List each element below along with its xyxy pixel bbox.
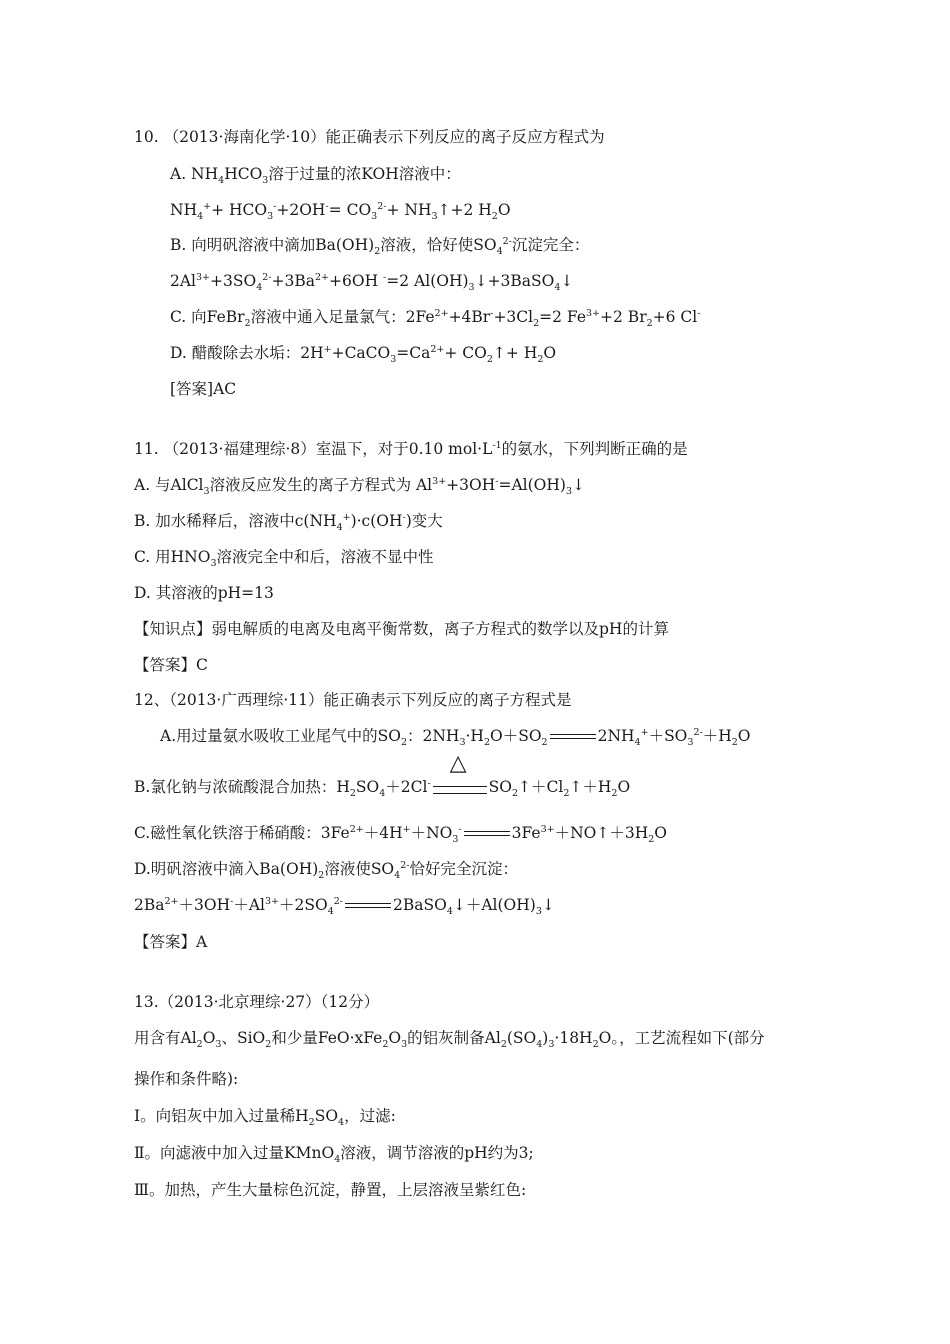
question-13-step-1: Ⅰ。向铝灰中加入过量稀$H_2SO_4$，过滤: xyxy=(134,1107,396,1129)
question-13-step-2: Ⅱ。向滤液中加入过量KMnO$_4$溶液，调节溶液的pH约为3; xyxy=(134,1144,534,1166)
question-11-option-d: D. 其溶液的pH=13 xyxy=(134,584,274,602)
question-11-answer: 【答案】C xyxy=(134,656,208,674)
question-10-answer: [答案]AC xyxy=(170,380,237,398)
question-13-intro-cont: 操作和条件略): xyxy=(134,1070,239,1088)
question-10-option-d: D. 醋酸除去水垢：$2H^++CaCO_3=Ca^{2+}+$ $CO_2↑+ H_2O$ xyxy=(170,343,557,366)
question-11-title: 11. （2013·福建理综·8）室温下，对于0.10 $mol\cdot L^{-1}$的氨水，下列判断正确的是 xyxy=(134,439,688,458)
question-11-option-c: C. 用$HNO_3$溶液完全中和后，溶液不显中性 xyxy=(134,548,434,570)
question-13-title: 13.（2013·北京理综·27）（12分） xyxy=(134,993,380,1011)
question-12-option-b: B.氯化钠与浓硫酸混合加热：$H_2SO_4+2Cl^-$ △ $SO_2↑+Cl_2↑+H_2O$ xyxy=(134,751,631,800)
question-12-option-a: A.用过量氨水吸收工业尾气中的$SO_2$：$2NH_3\cdot H_2O+SO_2$ $2NH_4^++SO_3^{2-}+H_2O$ xyxy=(160,726,751,749)
question-11-option-a: A. 与AlCl$_3$溶液反应发生的离子方程式为 $Al^{3+}+3OH^-=Al(OH)_3↓$ xyxy=(134,475,585,498)
question-12-answer: 【答案】A xyxy=(134,933,208,951)
question-10-option-a-equation: $NH_4^++ HCO_3^-+2OH^-= CO_3^{2-}+$ $NH_3↑+2$ $H_2O$ xyxy=(170,200,511,223)
question-12-option-c: C.磁性氧化铁溶于稀硝酸：$3Fe^{2+}+4H^++NO_3^-$ $3Fe^{3+}+NO↑+3H_2O$ xyxy=(134,823,667,846)
question-10-option-b-equation: $2Al^{3+}+3SO_4^{2-}+3Ba^{2+}+6OH$ -=2 $Al(OH)_3↓+3BaSO_4↓$ xyxy=(170,271,574,294)
question-10-option-a: A. $NH_4HCO_3$溶于过量的浓KOH溶液中： xyxy=(170,165,461,187)
question-10-option-c: C. 向FeBr$_2$溶液中通入足量氯气：$2Fe^{2+}+4Br^-+3Cl_2=2$ $Fe^{3+}+2$ $Br_2+6$ Cl- xyxy=(170,307,701,330)
question-12-option-d-equation: $2Ba^{2+}+3OH^-+Al^{3+}+2SO_4^{2-}$ $2BaSO_4↓+Al(OH)_3↓$ xyxy=(134,895,555,918)
question-12-option-d: D.明矾溶液中滴入$Ba(OH)_2$溶液使$SO_4^{2-}$恰好完全沉淀： xyxy=(134,859,518,882)
question-13-step-3: Ⅲ。加热，产生大量棕色沉淀，静置，上层溶液呈紫红色: xyxy=(134,1181,527,1199)
question-11-option-b: B. 加水稀释后，溶液中$c(NH_4^+)\cdot c(OH^-)$变大 xyxy=(134,511,443,534)
question-10-option-b: B. 向明矾溶液中滴加$Ba(OH)_2$溶液，恰好使$SO_4^{2-}$沉淀完全： xyxy=(170,235,590,258)
question-10-title: 10. （2013·海南化学·10）能正确表示下列反应的离子反应方程式为 xyxy=(134,128,605,146)
question-12-title: 12、（2013·广西理综·11）能正确表示下列反应的离子方程式是 xyxy=(134,691,572,709)
question-11-knowledge: 【知识点】弱电解质的电离及电离平衡常数，离子方程式的数学以及pH的计算 xyxy=(134,620,669,638)
question-13-intro: 用含有$Al_2O_3$、SiO$_2$和少量$FeO\cdot xFe_2O_3$的铝灰制备$Al_2(SO_4)_3\cdot 18H_2O$。，工艺流程如下(部分 xyxy=(134,1029,765,1051)
